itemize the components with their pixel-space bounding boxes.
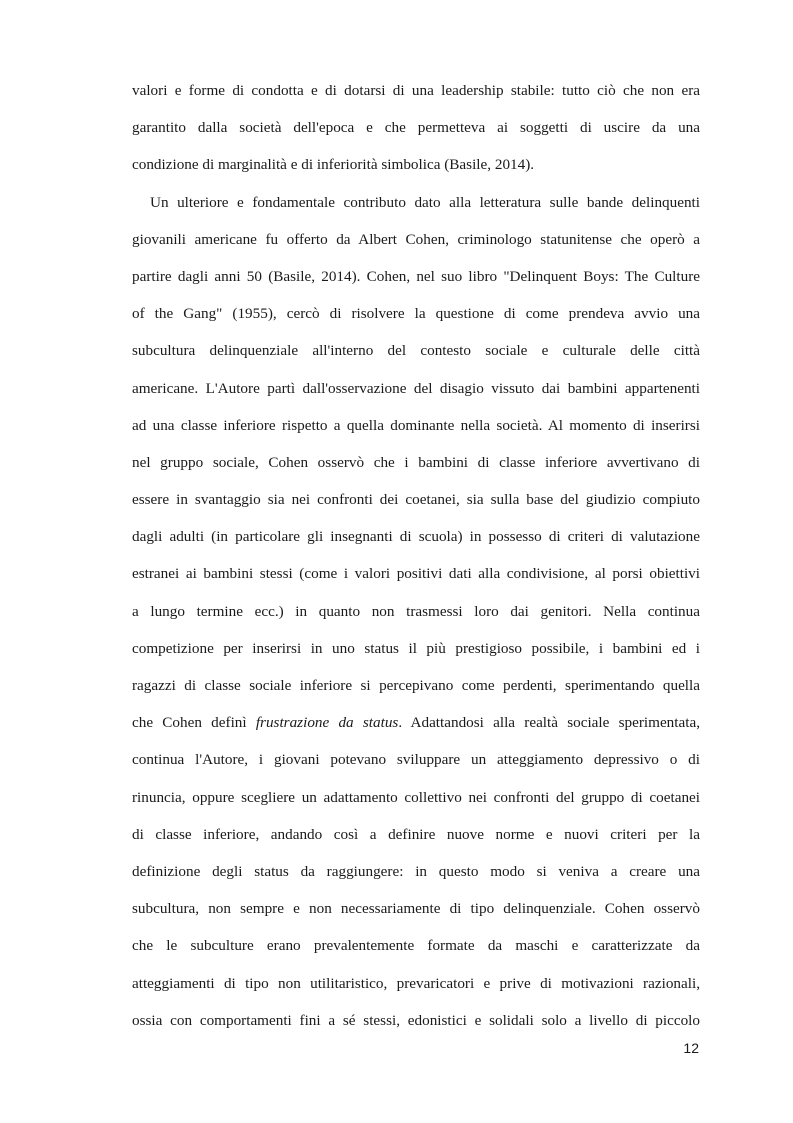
- body-text: [132, 72, 700, 1039]
- text-segment: partire dagli anni 50 (Basile, 2014). Cohen, nel suo libro "Delinquent Boys: The Culture: [132, 267, 700, 285]
- text-segment: ossia con comportamenti fini a sé stessi, edonistici e solidali solo a livello di piccolo: [132, 1011, 700, 1029]
- text-segment: atteggiamenti di tipo non utilitaristico, prevaricatori e prive di motivazioni razionali,: [132, 974, 700, 992]
- text-line: [132, 72, 700, 109]
- text-segment: nel gruppo sociale, Cohen osservò che i bambini di classe inferiore avvertivano di: [132, 453, 700, 471]
- text-segment: garantito dalla società dell'epoca e che permetteva ai soggetti di uscire da una: [132, 119, 700, 137]
- text-segment: rinuncia, oppure scegliere un adattamento collettivo nei confronti del gruppo di coetanei: [132, 788, 700, 806]
- text-segment: di classe inferiore, andando così a definire nuove norme e nuovi criteri per la: [132, 825, 700, 843]
- text-segment: definizione degli status da raggiungere: in questo modo si veniva a creare una: [132, 862, 700, 880]
- text-line: [132, 295, 700, 332]
- text-segment: subcultura delinquenziale all'interno del contesto sociale e culturale delle città: [132, 342, 700, 360]
- text-line: [132, 109, 700, 146]
- text-segment: valori e forme di condotta e di dotarsi di una leadership stabile: tutto ciò che non era: [132, 82, 700, 99]
- text-line: [132, 221, 700, 258]
- text-line: [132, 518, 700, 555]
- text-segment: giovanili americane fu offerto da Albert Cohen, criminologo statunitense che operò a: [132, 230, 700, 248]
- text-line: [132, 816, 700, 853]
- text-segment: dagli adulti (in particolare gli insegnanti di scuola) in possesso di criteri di valutazione: [132, 528, 700, 546]
- text-line: [132, 704, 700, 741]
- text-line: [132, 370, 700, 407]
- text-line: [132, 146, 700, 183]
- text-segment: continua l'Autore, i giovani potevano sviluppare un atteggiamento depressivo o di: [132, 751, 700, 769]
- text-segment: essere in svantaggio sia nei confronti dei coetanei, sia sulla base del giudizio compiuto: [132, 491, 700, 509]
- text-line: [132, 481, 700, 518]
- text-line: [132, 667, 700, 704]
- text-line: [132, 184, 700, 221]
- text-line: [132, 444, 700, 481]
- text-segment: of the Gang" (1955), cercò di risolvere la questione di come prendeva avvio una: [132, 305, 700, 323]
- text-line: [132, 593, 700, 630]
- text-line: [132, 407, 700, 444]
- text-segment: estranei ai bambini stessi (come i valori positivi dati alla condivisione, al porsi obiettivi: [132, 565, 700, 583]
- text-segment: che Cohen definì: [132, 714, 256, 732]
- text-line: [132, 332, 700, 369]
- text-line: [132, 890, 700, 927]
- text-line: [132, 741, 700, 778]
- text-line: [132, 853, 700, 890]
- text-segment: . Adattandosi alla realtà sociale sperimentata,: [398, 714, 700, 732]
- text-line: [132, 965, 700, 1002]
- text-line: [132, 779, 700, 816]
- text-segment: ragazzi di classe sociale inferiore si percepivano come perdenti, sperimentando quella: [132, 677, 700, 694]
- text-segment: ad una classe inferiore rispetto a quella dominante nella società. Al momento di inserirsi: [132, 416, 700, 434]
- text-segment: competizione per inserirsi in uno status il più prestigioso possibile, i bambini ed i: [132, 639, 700, 657]
- page-number: 12: [683, 1040, 699, 1056]
- text-segment: Un ulteriore e fondamentale contributo dato alla letteratura sulle bande delinquenti: [150, 193, 700, 211]
- text-line: [132, 927, 700, 964]
- text-line: [132, 258, 700, 295]
- text-line: [132, 1002, 700, 1039]
- text-line: [132, 630, 700, 667]
- text-segment: a lungo termine ecc.) in quanto non trasmessi loro dai genitori. Nella continua: [132, 602, 700, 620]
- italic-term: frustrazione da status: [255, 714, 399, 732]
- text-segment: che le subculture erano prevalentemente formate da maschi e caratterizzate da: [132, 937, 700, 955]
- text-segment: condizione di marginalità e di inferiorità simbolica (Basile, 2014).: [132, 156, 535, 174]
- text-segment: subcultura, non sempre e non necessariamente di tipo delinquenziale. Cohen osservò: [132, 900, 700, 918]
- text-segment: americane. L'Autore partì dall'osservazione del disagio vissuto dai bambini appartenenti: [132, 379, 700, 397]
- text-line: [132, 555, 700, 592]
